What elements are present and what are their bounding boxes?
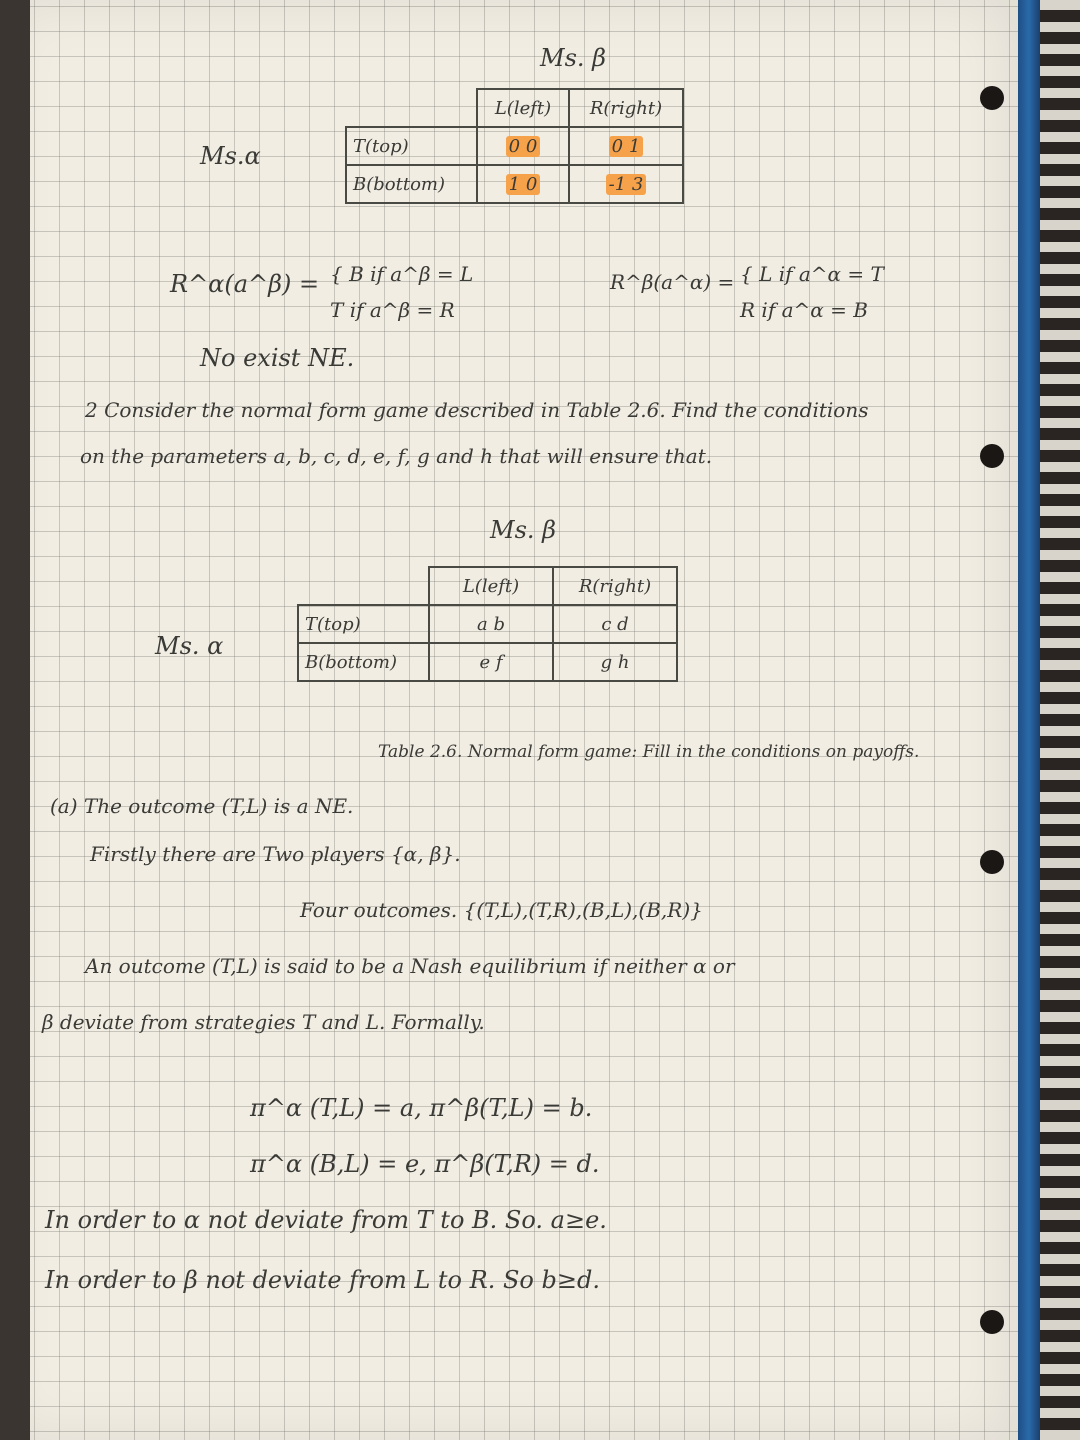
- br-beta-case2: R if a^α = B: [740, 298, 868, 322]
- question-2-line2: on the parameters a, b, c, d, e, f, g and h that will ensure that.: [80, 444, 713, 468]
- game2-col-right: R(right): [553, 567, 677, 605]
- game2-row-bottom: B(bottom): [298, 643, 429, 681]
- game2-payoff-table: [297, 566, 678, 682]
- game2-cell-BL: e f: [429, 643, 553, 681]
- four-outcomes-line: Four outcomes. {(T,L),(T,R),(B,L),(B,R)}: [300, 898, 703, 922]
- br-alpha-lhs: R^α(a^β) =: [170, 270, 320, 298]
- punch-hole: [980, 1310, 1004, 1334]
- game1-player-row: Ms.α: [200, 142, 261, 170]
- game2-cell-BR: g h: [553, 643, 677, 681]
- game1-col-left: L(left): [477, 89, 569, 127]
- punch-hole: [980, 444, 1004, 468]
- game1-row-bottom: B(bottom): [346, 165, 477, 203]
- highlight: -1 3: [606, 174, 647, 195]
- game1-cell-BR: [569, 165, 683, 203]
- payoff-equation-2: π^α (B,L) = e, π^β(T,R) = d.: [250, 1150, 600, 1178]
- br-alpha-case2: T if a^β = R: [330, 298, 455, 322]
- punch-hole: [980, 850, 1004, 874]
- game2-player-row: Ms. α: [155, 632, 224, 660]
- game1-cell-TL: [477, 127, 569, 165]
- game1-player-col: Ms. β: [540, 44, 607, 72]
- highlight: 1 0: [506, 174, 541, 195]
- notebook-cover-edge: [1018, 0, 1040, 1440]
- no-ne-note: No exist NE.: [200, 344, 355, 372]
- game1-payoff-table: [345, 88, 684, 204]
- highlight: 0 0: [506, 136, 541, 157]
- game2-row-top: T(top): [298, 605, 429, 643]
- firstly-line: Firstly there are Two players {α, β}.: [90, 842, 461, 866]
- br-beta-lhs: R^β(a^α) =: [610, 270, 735, 294]
- game2-cell-TR: c d: [553, 605, 677, 643]
- part-a-heading: (a) The outcome (T,L) is a NE.: [50, 794, 354, 818]
- conclusion-beta: In order to β not deviate from L to R. So b≥d.: [45, 1266, 600, 1294]
- punch-hole: [980, 86, 1004, 110]
- table-caption: Table 2.6. Normal form game: Fill in the conditions on payoffs.: [378, 742, 920, 762]
- spiral-binding: [1040, 0, 1080, 1440]
- nash-definition-line2: β deviate from strategies T and L. Formally.: [42, 1010, 485, 1034]
- game1-cell-TR: [569, 127, 683, 165]
- game1-cell-BL: [477, 165, 569, 203]
- game1-col-right: R(right): [569, 89, 683, 127]
- question-2-line1: 2 Consider the normal form game described in Table 2.6. Find the conditions: [85, 398, 869, 422]
- game2-cell-TL: a b: [429, 605, 553, 643]
- nash-definition-line1: An outcome (T,L) is said to be a Nash equilibrium if neither α or: [85, 954, 735, 978]
- conclusion-alpha: In order to α not deviate from T to B. So. a≥e.: [45, 1206, 607, 1234]
- game2-player-col: Ms. β: [490, 516, 557, 544]
- game1-row-top: T(top): [346, 127, 477, 165]
- game2-col-left: L(left): [429, 567, 553, 605]
- br-beta-case1: { L if a^α = T: [740, 262, 884, 286]
- br-alpha-case1: { B if a^β = L: [330, 262, 474, 286]
- highlight: 0 1: [609, 136, 644, 157]
- payoff-equation-1: π^α (T,L) = a, π^β(T,L) = b.: [250, 1094, 593, 1122]
